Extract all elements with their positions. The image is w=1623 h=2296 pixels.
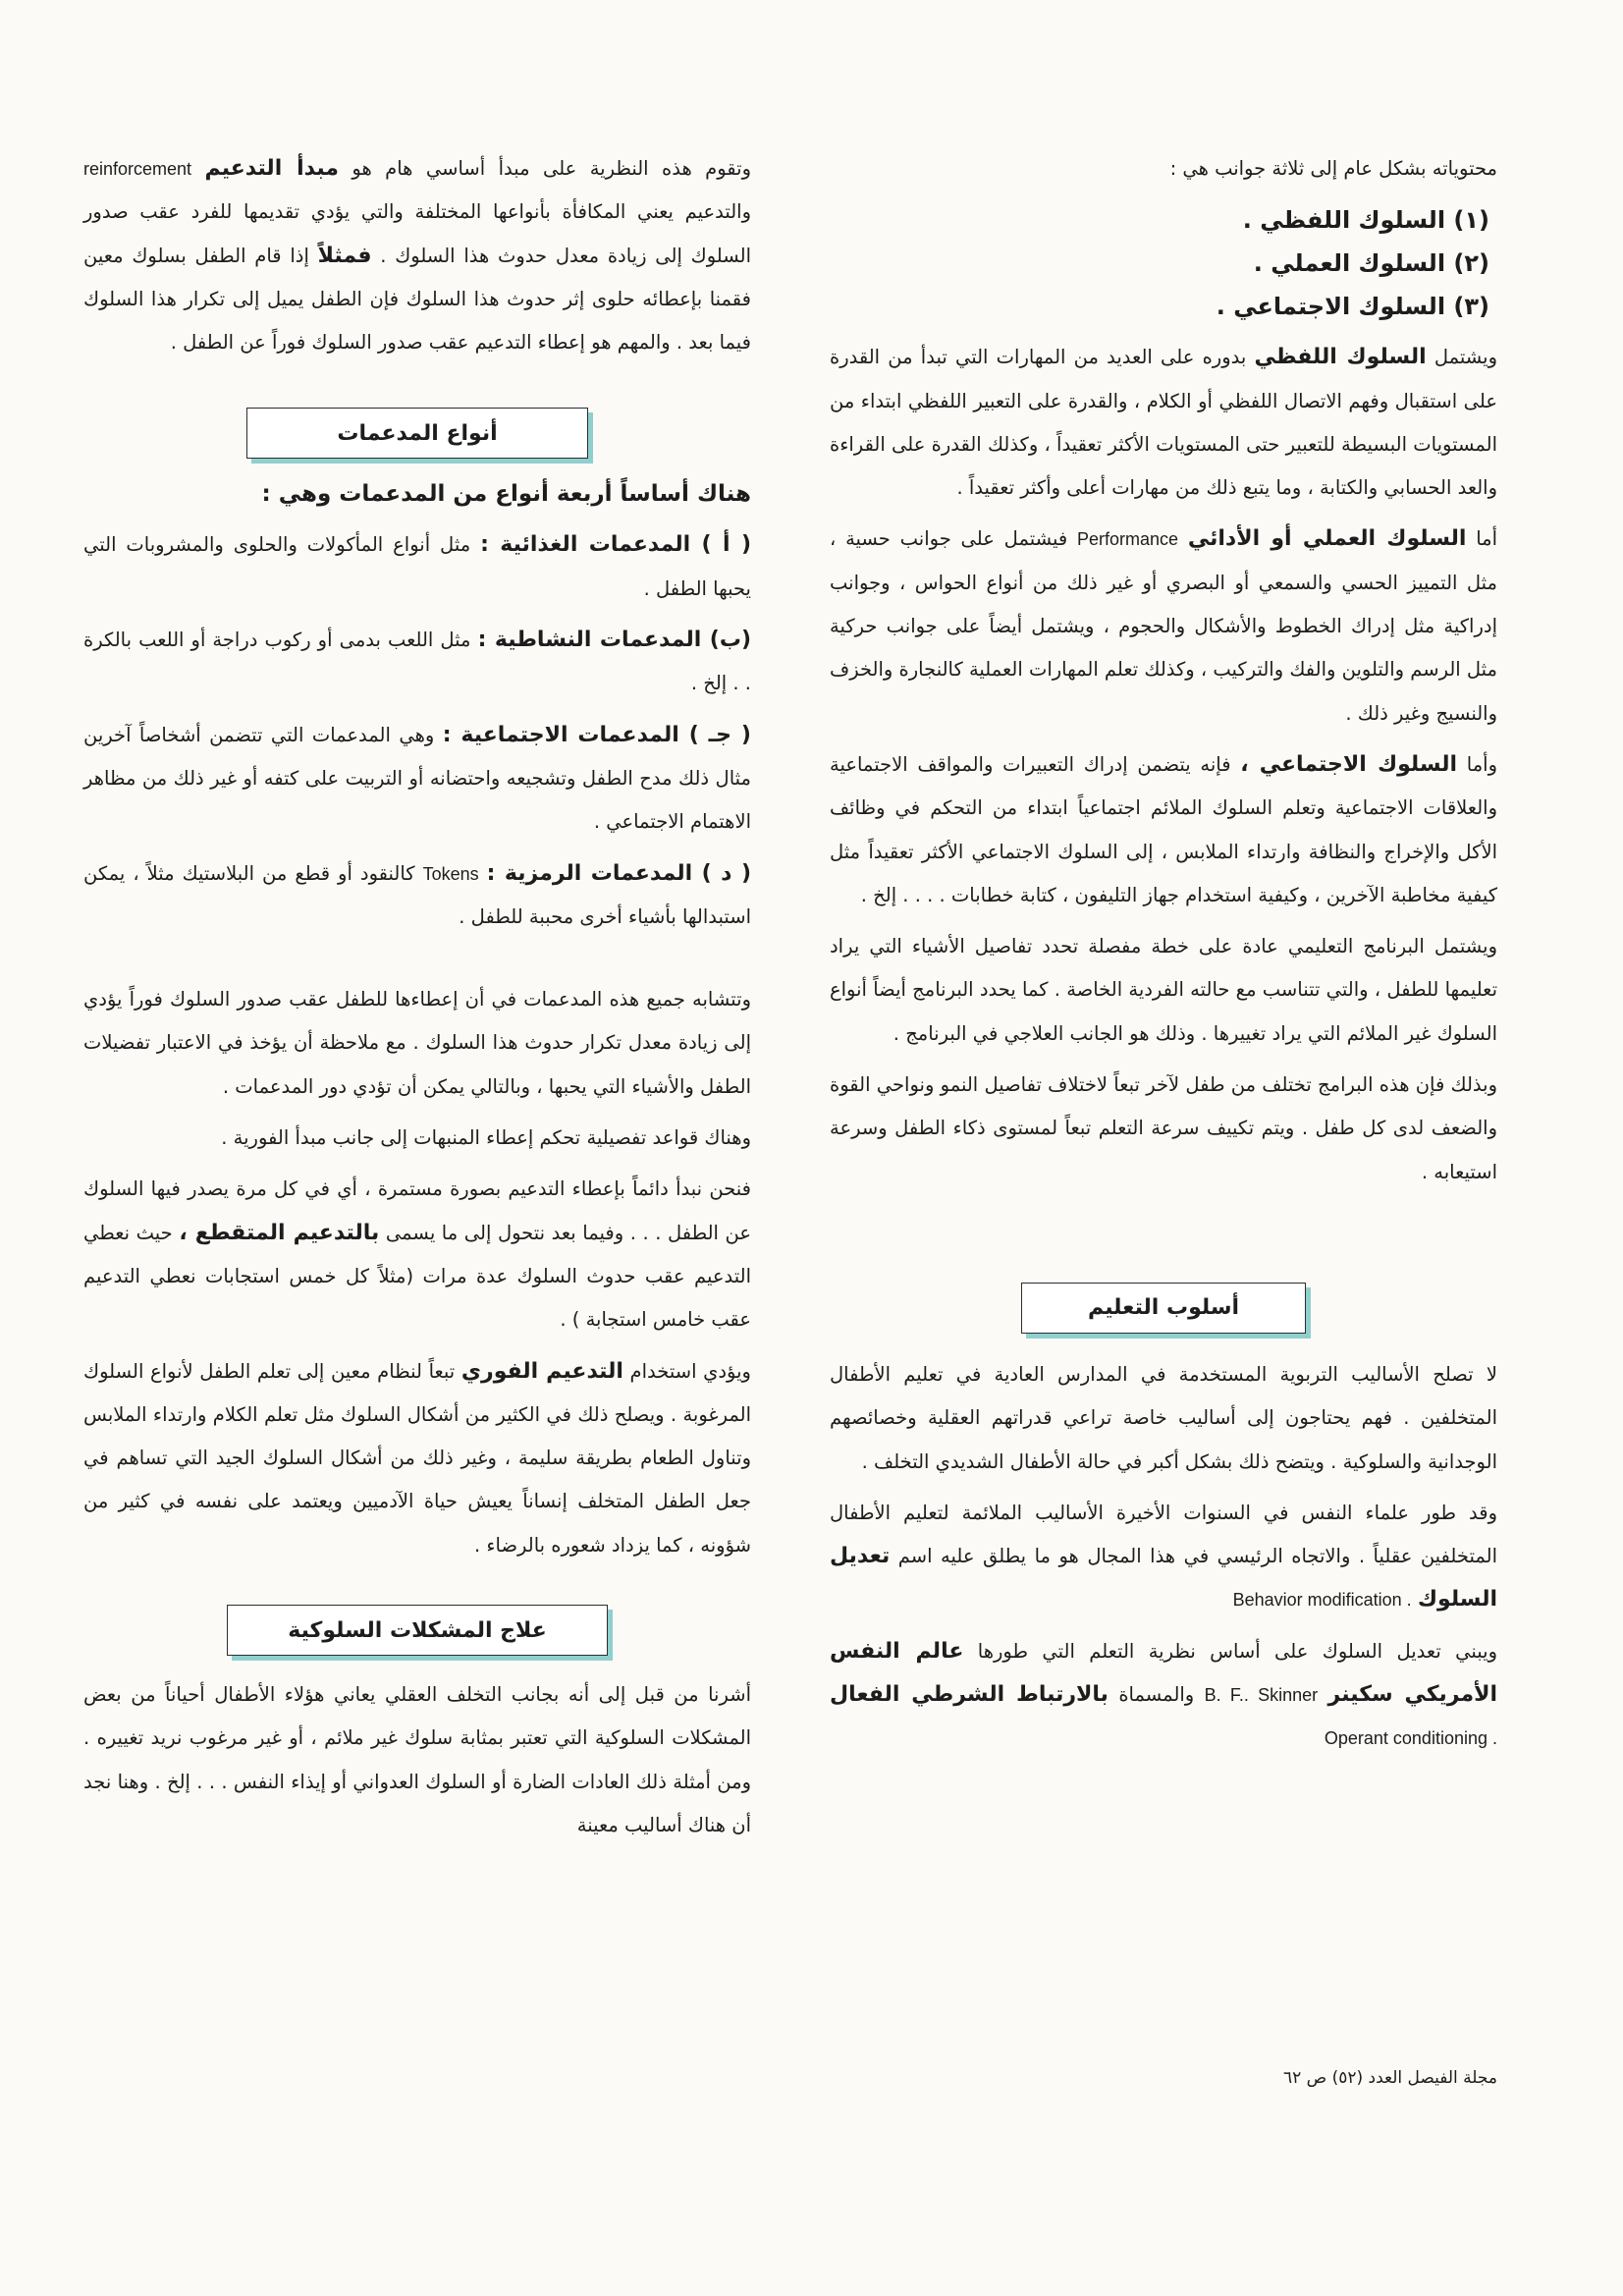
bold-term: ( د ) المدعمات الرمزية : bbox=[486, 860, 751, 886]
list-item-social: (٣) السلوك الاجتماعي . bbox=[1216, 293, 1489, 321]
types-heading: هناك أساساً أربعة أنواع من المدعمات وهي : bbox=[261, 481, 751, 508]
bold-term: مبدأ التدعيم bbox=[204, 156, 339, 181]
section-title-behavior-treatment: علاج المشكلات السلوكية bbox=[227, 1605, 608, 1656]
latin-term: Operant conditioning . bbox=[1324, 1728, 1497, 1749]
bold-term: التدعيم الفوري bbox=[460, 1358, 623, 1384]
bold-term: عالم النفس الأمريكي سكينر bbox=[830, 1638, 1498, 1708]
latin-term: Tokens bbox=[422, 863, 479, 884]
bold-term: فمثلاً bbox=[317, 243, 372, 268]
continuous-reinforcement-paragraph: فنحن نبدأ دائماً بإعطاء التدعيم بصورة مستمرة ، أي في كل مرة يصدر فيها السلوك عن الطفل . . . وفيما بعد نتحول إلى ما يسمى بالتدعيم المتقطع ، حيث نعطي التدعيم عقب حدوث السلوك عدة مرات (مثلاً كل خمس استجابات نعطي التدعيم عقب خامس استجابة ) . bbox=[83, 1177, 752, 1332]
right-column bbox=[830, 147, 1497, 1769]
section-title-reinforcer-types: أنواع المدعمات bbox=[246, 408, 588, 459]
bold-term: السلوك اللفظي bbox=[1254, 345, 1427, 370]
methods-paragraph: لا تصلح الأساليب التربوية المستخدمة في المدارس العادية في تعليم الأطفال المتخلفين . فهم يحتاجون إلى أساليب خاصة تراعي قدراتهم العقلية وخصائصهم الوجدانية والسلوكية . ويتضح ذلك بشكل أكبر في حالة الأطفال الشديدي التخلف . bbox=[830, 1362, 1497, 1473]
practical-behavior-paragraph: أما السلوك العملي أو الأدائي Performance فيشتمل على جوانب حسية ، مثل التمييز الحسي والسمعي أو البصري أو غير ذلك من أنواع الحواس ، وجوانب إدراكية مثل إدراك الخطوط والأشكال والحجوم ، ويشتمل أيضاً على جوانب حركية مثل الرسم والتلوين والفك والتركيب ، وكذلك تعلم المهارات العملية كالنجارة والخزف والنسيج وغير ذلك . bbox=[830, 526, 1498, 725]
bold-term: تعديل السلوك bbox=[830, 1544, 1497, 1613]
page-footer: مجلة الفيصل العدد (٥٢) ص ٦٢ bbox=[1282, 2068, 1497, 2088]
left-column bbox=[83, 147, 751, 1855]
bold-term: السلوك الاجتماعي ، bbox=[1240, 751, 1458, 777]
rules-paragraph: وهناك قواعد تفصيلية تحكم إعطاء المنبهات إلى جانب مبدأ الفورية . bbox=[221, 1126, 751, 1150]
reinforcement-theory-paragraph: وتقوم هذه النظرية على مبدأ أساسي هام هو مبدأ التدعيم reinforcement والتدعيم يعني المكافأة بأنواعها المختلفة والتي يؤدي تقديمها للفرد عقب صدور السلوك إلى زيادة معدل حدوث هذا السلوك . فمثلاً إذا قام الطفل بسلوك معين فقمنا بإعطائه حلوى إثر حدوث هذا السلوك فإن الطفل يميل إلى تكرار هذا السلوك فيما بعد . والمهم هو إعطاء التدعيم عقب صدور السلوك فوراً عن الطفل . bbox=[83, 156, 752, 355]
type-c-paragraph: ( جـ ) المدعمات الاجتماعية : وهي المدعمات التي تتضمن أشخاصاً آخرين مثال ذلك مدح الطفل وتشجيعه واحتضانه أو التربيت على كتفه أو غير ذلك من مظاهر الاهتمام الاجتماعي . bbox=[83, 722, 751, 834]
intro-paragraph: محتوياته بشكل عام إلى ثلاثة جوانب هي : bbox=[1169, 157, 1497, 180]
behavior-problems-paragraph: أشرنا من قبل إلى أنه بجانب التخلف العقلي يعاني هؤلاء الأطفال أحياناً من بعض المشكلات السلوكية التي تعتبر بمثابة سلوك غير ملائم ، أو غير مرغوب نريد تغييره . ومن أمثلة ذلك العادات الضارة أو السلوك العدواني أو إيذاء النفس . . . إلخ . وهنا نجد أن هناك أساليب معينة bbox=[83, 1683, 751, 1836]
bold-term: ( أ ) المدعمات الغذائية : bbox=[480, 532, 751, 558]
latin-term: Behavior modification . bbox=[1232, 1590, 1412, 1611]
bold-term: بالتدعيم المتقطع ، bbox=[179, 1220, 380, 1245]
type-b-paragraph: (ب) المدعمات النشاطية : مثل اللعب بدمى أو ركوب دراجة أو اللعب بالكرة . . إلخ . bbox=[83, 628, 752, 695]
similar-paragraph: وتتشابه جميع هذه المدعمات في أن إعطاءها للطفل عقب صدور السلوك فوراً يؤدي إلى زيادة معدل تكرار حدوث هذا السلوك . مع ملاحظة أن يؤخذ في الاعتبار تفضيلات الطفل والأشياء التي يحبها ، وبالتالي يمكن أن تؤدي دور المدعمات . bbox=[83, 988, 751, 1098]
type-d-paragraph: ( د ) المدعمات الرمزية : Tokens كالنقود أو قطع من البلاستيك مثلاً ، يمكن استبدالها بأشياء أخرى محببة للطفل . bbox=[83, 860, 751, 928]
list-item-practical: (٢) السلوك العملي . bbox=[1253, 249, 1489, 278]
program-paragraph: ويشتمل البرنامج التعليمي عادة على خطة مفصلة تحدد تفاصيل الأشياء التي يراد تعليمها للطفل ، والتي تتناسب مع حالته الفردية الخاصة . كما يحدد البرنامج أيضاً أنواع السلوك غير الملائم التي يراد تغييرها . وذلك هو الجانب العلاجي في البرنامج . bbox=[830, 935, 1497, 1045]
bold-term: ( جـ ) المدعمات الاجتماعية : bbox=[442, 722, 751, 747]
bold-term: بالارتباط الشرطي الفعال bbox=[830, 1682, 1109, 1708]
immediate-reinforcement-paragraph: ويؤدي استخدام التدعيم الفوري تبعاً لنظام معين إلى تعلم الطفل لأنواع السلوك المرغوبة . ويصلح ذلك في الكثير من أشكال السلوك مثل تعلم الكلام وارتداء الملابس وتناول الطعام بطريقة سليمة ، وغير ذلك من أشكال السلوك الجيد التي تساهم في جعل الطفل المتخلف إنساناً يعيش حياة الآدميين ويعتمد على نفسه في كثير من شؤونه ، كما يزداد شعوره بالرضاء . bbox=[83, 1358, 751, 1557]
list-item-verbal: (١) السلوك اللفظي . bbox=[1242, 206, 1489, 235]
differ-paragraph: وبذلك فإن هذه البرامج تختلف من طفل لآخر تبعاً لاختلاف تفاصيل النمو ونواحي القوة والضعف لدى كل طفل . ويتم تكييف سرعة التعلم تبعاً لمستوى ذكاء الطفل وسرعة استيعابه . bbox=[830, 1073, 1497, 1183]
section-title-teaching-method: أسلوب التعليم bbox=[1021, 1283, 1306, 1334]
type-a-paragraph: ( أ ) المدعمات الغذائية : مثل أنواع المأكولات والحلوى والمشروبات التي يحبها الطفل . bbox=[83, 532, 751, 600]
latin-term: reinforcement bbox=[83, 159, 192, 179]
bold-term: السلوك العملي أو الأدائي bbox=[1187, 526, 1467, 552]
verbal-behavior-paragraph: ويشتمل السلوك اللفظي بدوره على العديد من المهارات التي تبدأ من القدرة على استقبال وفهم الاتصال اللفظي أو الكلام ، والقدرة على التعبير اللفظي ابتداء من المستويات البسيطة للتعبير حتى المستويات الأكثر تعقيداً ، وكذلك القدرة على القراءة والعد الحسابي والكتابة ، وما يتبع ذلك من مهارات أعلى وأكثر تعقيداً . bbox=[830, 345, 1498, 500]
bold-term: (ب) المدعمات النشاطية : bbox=[477, 628, 752, 653]
social-behavior-paragraph: وأما السلوك الاجتماعي ، فإنه يتضمن إدراك التعبيرات والمواقف الاجتماعية والعلاقات الاجتماعية وتعلم السلوك الملائم اجتماعياً ابتداء من التحكم في وظائف الأكل والإخراج والنظافة وارتداء الملابس ، إلى السلوك الاجتماعي الأكثر تعقيداً مثل كيفية مخاطبة الآخرين ، وكيفية استخدام جهاز التليفون ، كتابة خطابات . . . . إلخ . bbox=[830, 751, 1498, 906]
latin-term: Performance bbox=[1077, 529, 1179, 550]
skinner-paragraph: ويبني تعديل السلوك على أساس نظرية التعلم التي طورها عالم النفس الأمريكي سكينر B. F.. Skinner والمسماة بالارتباط الشرطي الفعال Operant conditioning . bbox=[830, 1638, 1498, 1749]
latin-term: B. F.. Skinner bbox=[1204, 1685, 1319, 1706]
psychologists-paragraph: وقد طور علماء النفس في السنوات الأخيرة الأساليب الملائمة لتعليم الأطفال المتخلفين عقلياً . والاتجاه الرئيسي في هذا المجال هو ما يطلق عليه اسم تعديل السلوك Behavior modification . bbox=[830, 1501, 1497, 1613]
